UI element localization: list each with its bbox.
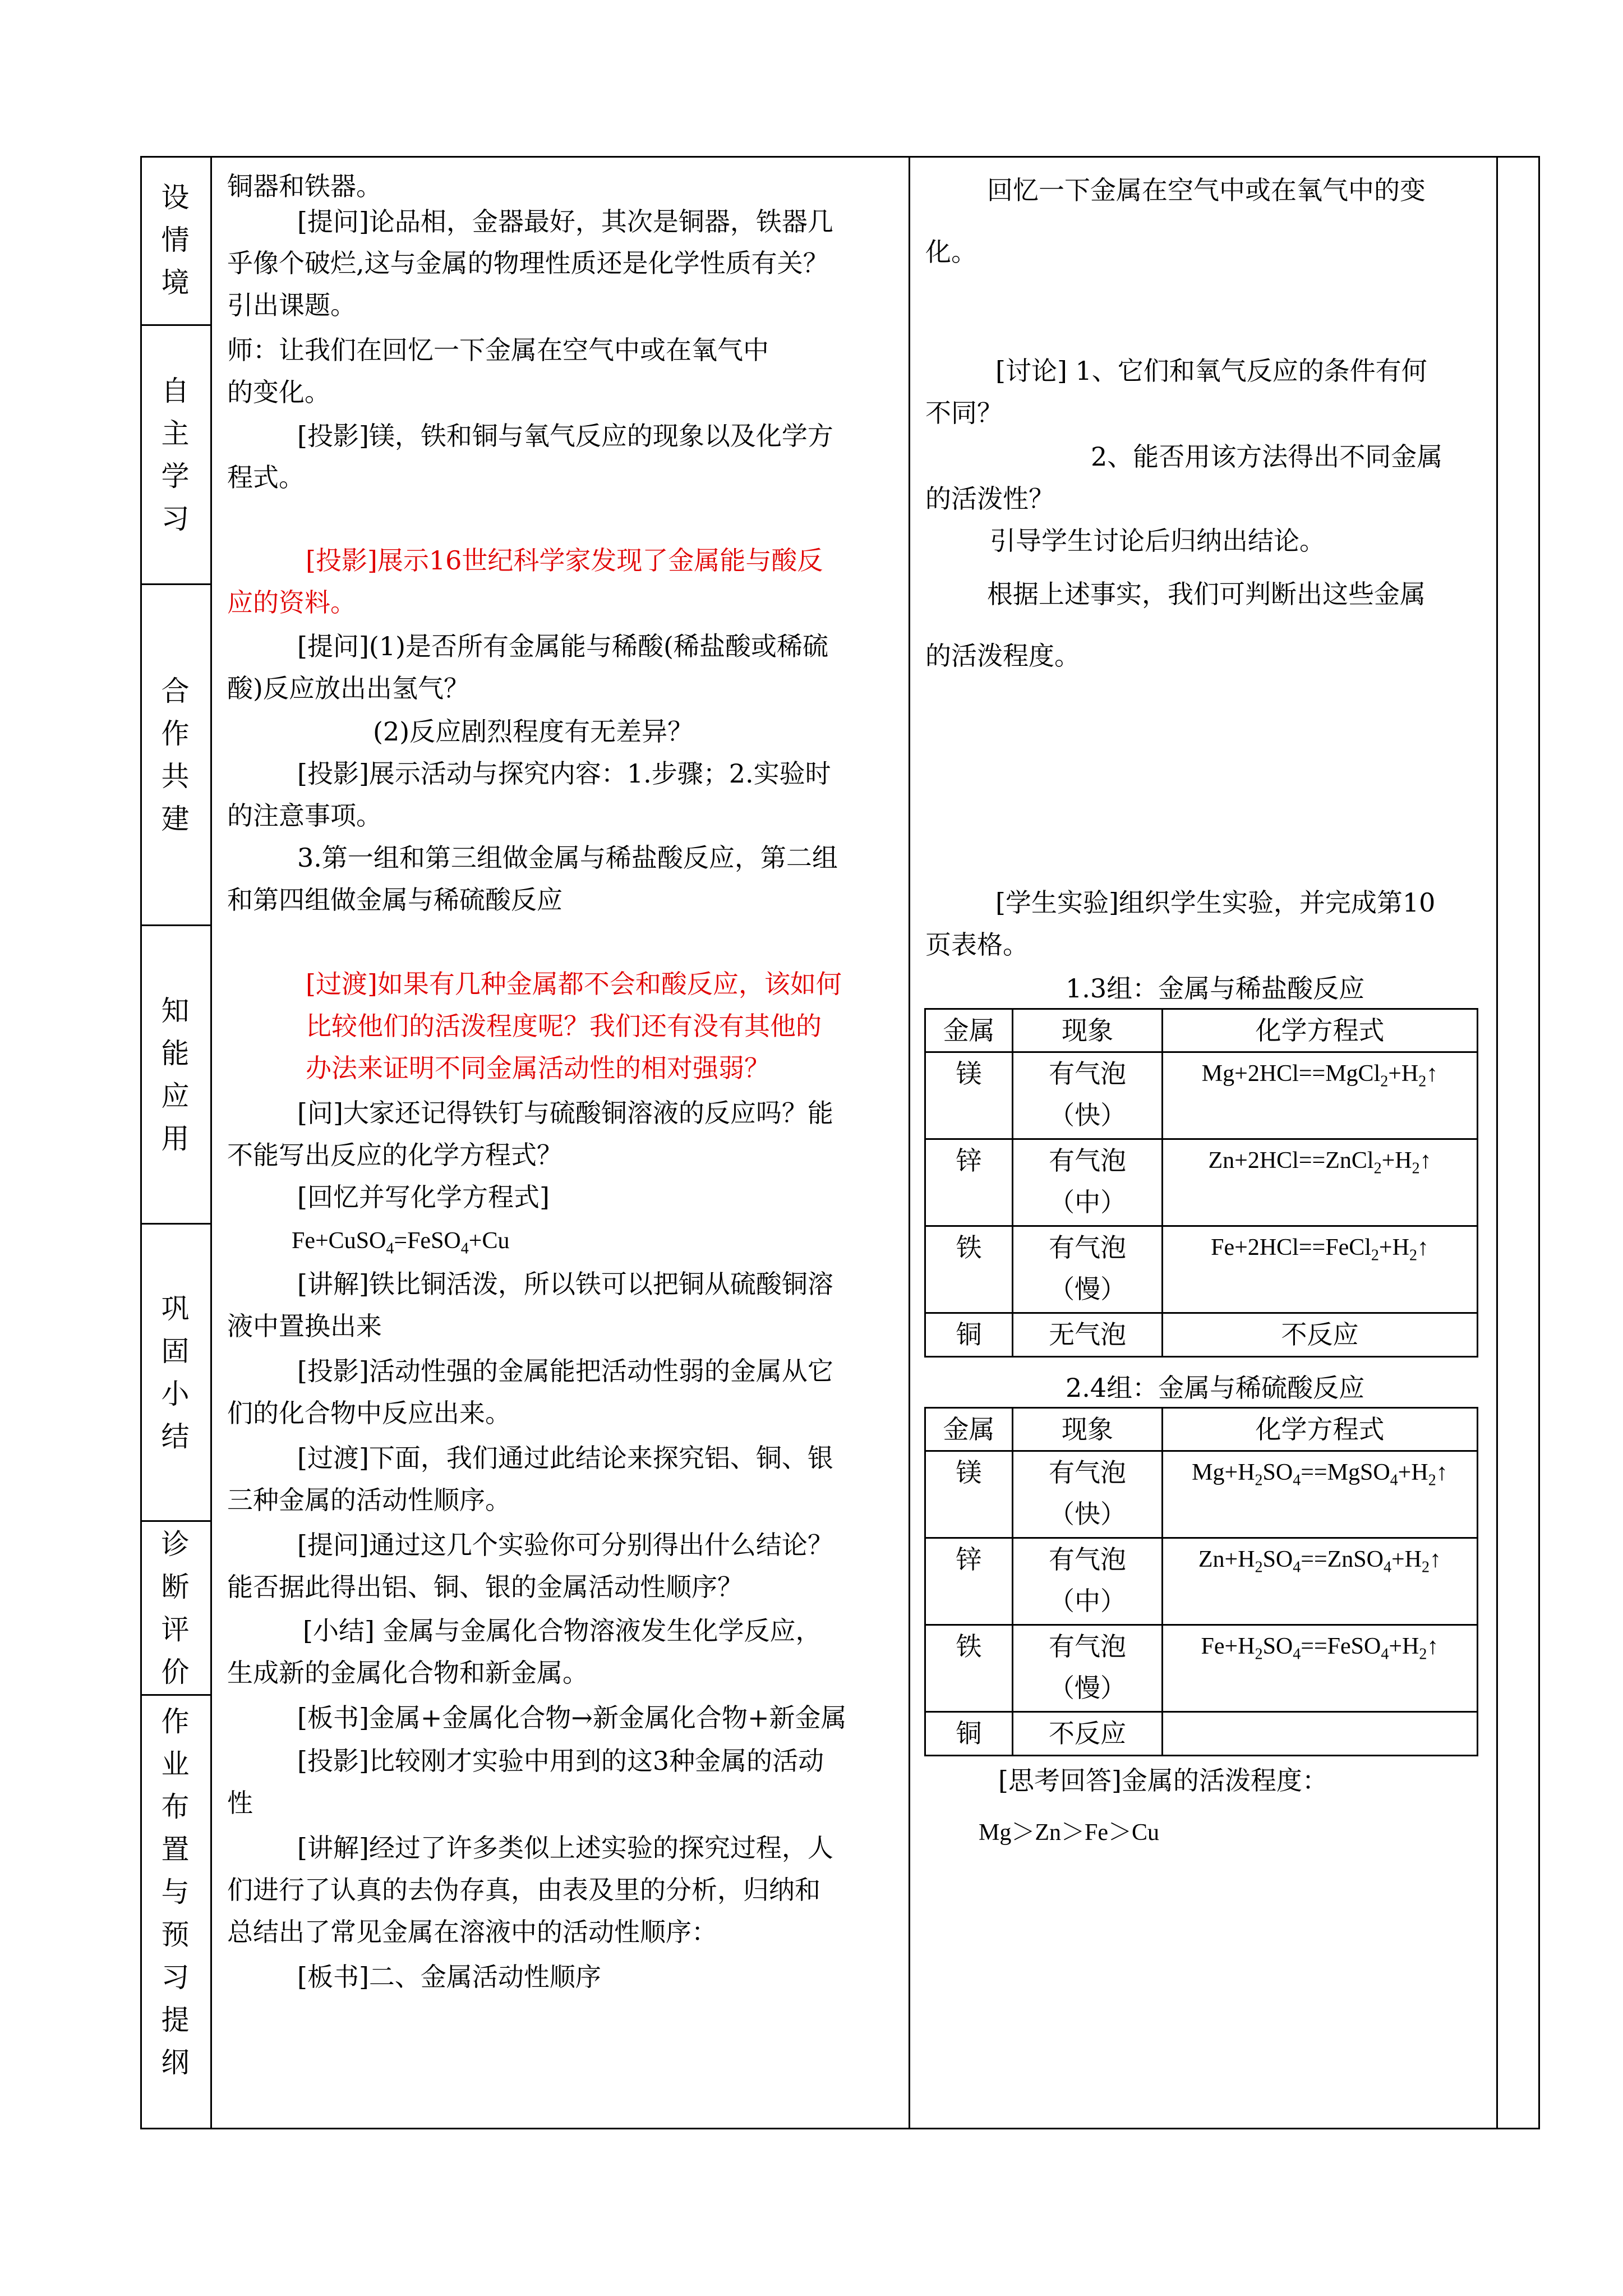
left-line: (2)反应剧烈程度有无差异？ [373, 716, 694, 747]
sidebar-char: 诊 [161, 1527, 190, 1561]
sidebar-char: 能 [161, 1037, 190, 1070]
table-header-row [925, 1408, 1478, 1451]
column-divider [909, 156, 910, 2128]
right-line: 的活泼程度。 [925, 641, 1080, 671]
left-line: [板书]二、金属活动性顺序 [297, 1962, 601, 1992]
sidebar-char: 合 [161, 674, 190, 707]
sidebar-divider [210, 156, 212, 2128]
sidebar-char: 业 [161, 1748, 190, 1780]
metal-cell: 锌 [925, 1538, 1013, 1625]
left-line: 总结出了常见金属在溶液中的活动性顺序： [227, 1917, 717, 1947]
left-line: [提问]通过这几个实验你可分别得出什么结论？ [297, 1530, 833, 1560]
metal-cell: 铁 [925, 1226, 1013, 1313]
left-line: 师：让我们在回忆一下金属在空气中或在氧气中 [227, 335, 769, 365]
left-line: 的注意事项。 [227, 800, 382, 831]
left-line: [板书]金属+金属化合物→新金属化合物+新金属 [297, 1703, 847, 1733]
equation-cell: $Zn+2HCl==ZnCl_2+H_2↑$ [1163, 1139, 1478, 1226]
left-line: 液中置换出来 [227, 1311, 382, 1341]
sidebar-char: 设 [161, 181, 190, 214]
phenomenon-cell: 有气泡 （慢） [1013, 1625, 1163, 1712]
table1-caption: 1.3组：金属与稀盐酸反应 [1066, 973, 1365, 1004]
table-row [925, 1712, 1478, 1756]
left-line: [讲解]铁比铜活泼，所以铁可以把铜从硫酸铜溶 [297, 1269, 833, 1299]
sidebar-char: 提 [161, 2004, 190, 2036]
right-line: 的活泼性？ [925, 484, 1054, 514]
left-line: [提问](1)是否所有金属能与稀酸(稀盐酸或稀硫 [297, 631, 828, 661]
left-line: 生成新的金属化合物和新金属。 [227, 1658, 588, 1688]
metal-cell: 镁 [925, 1451, 1013, 1538]
equation-cell: $Mg+H_2SO_4==MgSO_4+H_2↑$ [1162, 1451, 1477, 1538]
table-row [925, 1538, 1478, 1625]
sidebar-char: 置 [161, 1833, 190, 1866]
sidebar-text [162, 1700, 190, 2084]
sidebar-char: 情 [161, 224, 190, 256]
sidebar-char: 价 [161, 1655, 190, 1688]
right-narrow-divider [1496, 156, 1498, 2128]
sidebar-char: 评 [161, 1613, 190, 1646]
sidebar-char: 共 [161, 760, 190, 793]
table-row [925, 1052, 1478, 1139]
left-line: 的变化。 [227, 377, 330, 407]
sidebar-text [162, 1287, 190, 1458]
right-line: [讨论] 1、它们和氧气反应的条件有何 [995, 356, 1427, 386]
right-line: 引导学生讨论后归纳出结论。 [990, 526, 1325, 556]
sidebar-label [140, 585, 210, 924]
sidebar-char: 境 [161, 266, 190, 299]
sidebar-label [140, 926, 210, 1223]
sidebar-text [162, 370, 190, 540]
table-row [925, 1451, 1478, 1538]
table2 [924, 1407, 1478, 1756]
left-line: 铜器和铁器。 [227, 171, 382, 201]
left-line-highlight: 应的资料。 [227, 587, 356, 618]
left-line: 3.第一组和第三组做金属与稀盐酸反应，第二组 [297, 843, 838, 873]
table1 [924, 1008, 1478, 1358]
sidebar-char: 用 [161, 1122, 190, 1155]
table-row [925, 1139, 1478, 1226]
sidebar-char: 知 [161, 994, 190, 1027]
sidebar-char: 小 [161, 1377, 190, 1410]
sidebar-char: 应 [161, 1079, 190, 1112]
table-row [925, 1625, 1478, 1712]
table-header-cell: 现象 [1013, 1009, 1163, 1052]
metal-cell: 铁 [925, 1625, 1013, 1712]
activity-order: Mg＞Zn＞Fe＞Cu [979, 1820, 1160, 1846]
left-line: 程式。 [227, 462, 305, 493]
sidebar-char: 习 [161, 1961, 190, 1994]
sidebar-char: 巩 [161, 1292, 190, 1325]
table-header-cell: 化学方程式 [1163, 1009, 1478, 1052]
sidebar-char: 布 [161, 1791, 190, 1823]
phenomenon-cell: 有气泡 （中） [1013, 1139, 1163, 1226]
right-line: 化。 [925, 237, 977, 267]
equation-cell: $Fe+2HCl==FeCl_2+H_2↑$ [1163, 1226, 1478, 1313]
sidebar-char: 与 [161, 1876, 190, 1908]
sidebar-text [162, 1523, 190, 1694]
metal-cell: 镁 [925, 1052, 1013, 1139]
equation-cell: 不反应 [1163, 1313, 1478, 1357]
left-line: 和第四组做金属与稀硫酸反应 [227, 885, 562, 915]
sidebar-label [140, 1696, 210, 2088]
sidebar-char: 习 [161, 502, 190, 535]
right-line: 页表格。 [925, 930, 1029, 960]
left-line: [讲解]经过了许多类似上述实验的探究过程，人 [297, 1833, 833, 1863]
left-line: [提问]论品相，金器最好，其次是铜器，铁器几 [297, 206, 833, 237]
table-header-cell: 金属 [925, 1408, 1013, 1451]
left-equation: Fe+CuSO$_4$=FeSO$_4$+Cu [292, 1228, 510, 1258]
sidebar-char: 结 [161, 1420, 190, 1453]
left-line: [投影]展示活动与探究内容：1.步骤；2.实验时 [297, 758, 831, 789]
left-line-highlight: [投影]展示16世纪科学家发现了金属能与酸反 [306, 545, 823, 576]
table-header-cell: 现象 [1013, 1408, 1163, 1451]
left-line: 酸)反应放出出氢气？ [227, 673, 469, 703]
sidebar-char: 自 [161, 374, 190, 407]
left-line: [过渡]下面，我们通过此结论来探究铝、铜、银 [297, 1443, 833, 1473]
table2-caption: 2.4组：金属与稀硫酸反应 [1066, 1373, 1365, 1403]
sidebar-char: 纲 [161, 2046, 190, 2079]
left-line-highlight: [过渡]如果有几种金属都不会和酸反应，该如何 [306, 969, 842, 999]
sidebar-text [162, 176, 190, 304]
left-line: [投影]镁，铁和铜与氧气反应的现象以及化学方 [297, 421, 833, 451]
table-header-cell: 金属 [925, 1009, 1013, 1052]
table-row [925, 1226, 1478, 1313]
right-line: 回忆一下金属在空气中或在氧气中的变 [987, 175, 1426, 205]
left-line: 们进行了认真的去伪存真，由表及里的分析，归纳和 [227, 1875, 820, 1905]
left-line: 们的化合物中反应出来。 [227, 1398, 511, 1428]
left-line-highlight: 办法来证明不同金属活动性的相对强弱？ [306, 1053, 770, 1083]
sidebar-char: 作 [161, 1705, 190, 1738]
sidebar-char: 主 [161, 417, 190, 450]
left-line: 三种金属的活动性顺序。 [227, 1485, 511, 1515]
sidebar-char: 学 [161, 459, 190, 493]
equation-cell: $Fe+H_2SO_4==FeSO_4+H_2↑$ [1162, 1625, 1477, 1712]
equation-cell: $Mg+2HCl==MgCl_2+H_2↑$ [1163, 1052, 1478, 1139]
equation-cell [1162, 1712, 1477, 1756]
phenomenon-cell: 有气泡 （中） [1013, 1538, 1163, 1625]
sidebar-label [140, 156, 210, 324]
left-line: 能否据此得出铝、铜、银的金属活动性顺序？ [227, 1572, 743, 1602]
phenomenon-cell: 有气泡 （快） [1013, 1451, 1163, 1538]
metal-cell: 铜 [925, 1712, 1013, 1756]
metal-cell: 锌 [925, 1139, 1013, 1226]
table-header-row [925, 1009, 1478, 1052]
left-line: [回忆并写化学方程式] [297, 1182, 550, 1212]
right-line: [学生实验]组织学生实验，并完成第10 [995, 887, 1436, 918]
sidebar-text [162, 670, 190, 840]
think-answer-label: [思考回答]金属的活泼程度： [998, 1765, 1328, 1796]
sidebar-char: 断 [161, 1570, 190, 1603]
sidebar-label [140, 1225, 210, 1520]
equation-cell: $Zn+H_2SO_4==ZnSO_4+H_2↑$ [1162, 1538, 1477, 1625]
left-line-highlight: 比较他们的活泼程度呢？我们还有没有其他的 [306, 1011, 822, 1041]
right-line: 不同？ [925, 398, 1003, 428]
left-line: [问]大家还记得铁钉与硫酸铜溶液的反应吗？能 [297, 1098, 833, 1128]
phenomenon-cell: 不反应 [1013, 1712, 1163, 1756]
right-line: 根据上述事实，我们可判断出这些金属 [987, 579, 1426, 609]
phenomenon-cell: 无气泡 [1013, 1313, 1163, 1357]
left-line: 乎像个破烂,这与金属的物理性质还是化学性质有关？ [227, 248, 829, 278]
left-line: 性 [227, 1788, 253, 1818]
phenomenon-cell: 有气泡 （慢） [1013, 1226, 1163, 1313]
sidebar-label [140, 1522, 210, 1694]
sidebar-char: 建 [161, 802, 190, 835]
sidebar-label [140, 326, 210, 583]
sidebar-text [162, 990, 190, 1160]
sidebar-char: 固 [161, 1335, 190, 1368]
left-line: [小结] 金属与金属化合物溶液发生化学反应， [303, 1616, 822, 1646]
left-line: [投影]比较刚才实验中用到的这3种金属的活动 [297, 1746, 824, 1776]
left-line: 不能写出反应的化学方程式？ [227, 1140, 562, 1170]
table-row [925, 1313, 1478, 1357]
left-line: 引出课题。 [227, 290, 356, 320]
metal-cell: 铜 [925, 1313, 1013, 1357]
sidebar-char: 预 [161, 1918, 190, 1951]
table-header-cell: 化学方程式 [1162, 1408, 1477, 1451]
left-line: [投影]活动性强的金属能把活动性弱的金属从它 [297, 1356, 833, 1386]
phenomenon-cell: 有气泡 （快） [1013, 1052, 1163, 1139]
right-line: 2、能否用该方法得出不同金属 [1091, 441, 1443, 472]
sidebar-char: 作 [161, 717, 190, 750]
